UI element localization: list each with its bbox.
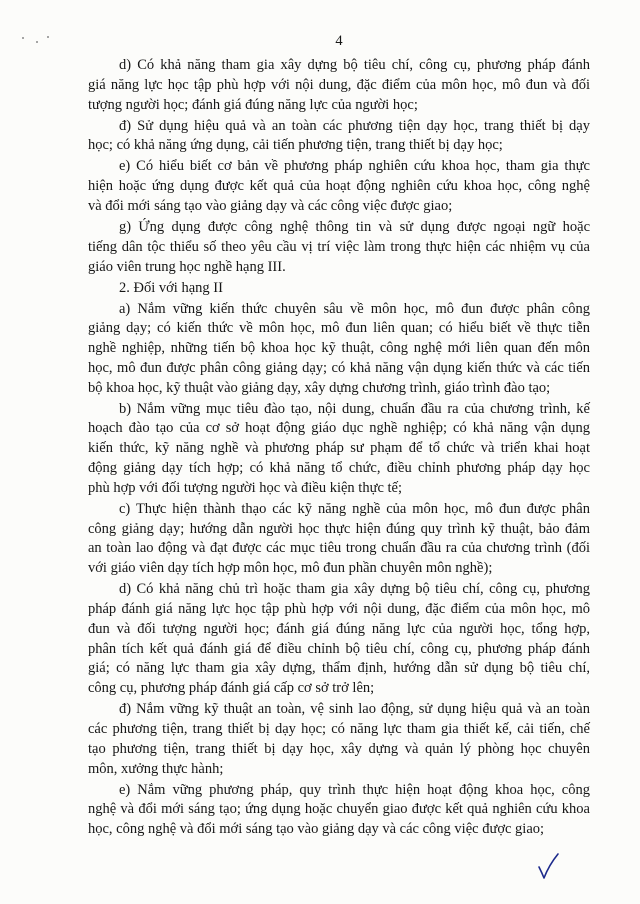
text-line: pháp đánh giá năng lực học tập phù hợp với nội dung, đặc điểm của môn học, mô	[88, 601, 590, 618]
text-line: d) Có khả năng tham gia xây dựng bộ tiêu chí, công cụ, phương pháp đánh	[119, 57, 590, 73]
text-line: học, công nghệ và đổi mới sáng tạo vào giảng dạy và các công việc được giao;	[88, 821, 545, 838]
checkmark-icon	[530, 846, 570, 886]
list-item-dd	[88, 117, 590, 157]
text-line: giá; có năng lực tham gia xây dựng, thẩm định, hướng dẫn sử dụng bộ tiêu chí,	[88, 660, 590, 677]
text-line: hiện hoặc ứng dụng được kết quả của hoạt động nghiên cứu khoa học, công nghệ	[88, 178, 590, 195]
text-line: công cụ, phương pháp đánh giá cấp cơ sở trở lên;	[88, 680, 375, 697]
section-heading	[88, 279, 590, 299]
list-item-g	[88, 218, 590, 277]
text-line: giáo viên trung học nghề hạng III.	[88, 258, 286, 275]
list-item-e	[88, 781, 590, 840]
scan-speck	[22, 37, 24, 39]
text-line: giá năng lực học tập phù hợp với nội dung, đặc điểm của môn học, mô đun và đối	[88, 76, 590, 93]
text-line: kiến thức, kỹ năng nghề và phương pháp sư phạm để tổ chức và triển khai hoạt	[88, 440, 590, 457]
document-body	[88, 56, 590, 840]
text-line: phù hợp với đối tượng người học và điều kiện thực tế;	[88, 479, 402, 496]
page-number: 4	[335, 33, 343, 49]
list-item-a	[88, 300, 590, 399]
scan-speck	[47, 36, 49, 38]
text-line: động giảng dạy tích hợp; có khả năng tổ chức, điều chỉnh phương pháp dạy học	[88, 460, 590, 477]
text-line: đ) Nắm vững kỹ thuật an toàn, vệ sinh lao động, sử dụng hiệu quả và an toàn	[119, 701, 590, 718]
section-heading-text: 2. Đối với hạng II	[119, 279, 223, 296]
text-line: e) Nắm vững phương pháp, quy trình thực hiện hoạt động khoa học, công	[119, 781, 590, 798]
list-item-c	[88, 500, 590, 579]
list-item-e	[88, 157, 590, 216]
text-line: an toàn lao động và đạt được các mục tiêu trong chuẩn đầu ra của chương trình (đối	[88, 540, 590, 557]
text-line: học; có khả năng ứng dụng, cải tiến phương tiện, trang thiết bị dạy học;	[88, 137, 503, 154]
text-line: môn, xưởng thực hành;	[88, 760, 224, 777]
list-item-d	[88, 580, 590, 699]
text-line: a) Nắm vững kiến thức chuyên sâu về môn học, mô đun được phân công	[119, 300, 590, 317]
text-line: g) Ứng dụng được công nghệ thông tin và sử dụng được ngoại ngữ hoặc	[119, 218, 590, 235]
text-line: hoạch đào tạo của cơ sở hoạt động giáo dục nghề nghiệp; có khả năng vận dụng	[88, 420, 590, 437]
text-line: nghề nghiệp, những tiến bộ khoa học kỹ thuật, công nghệ mới liên quan đến môn	[88, 340, 590, 357]
text-line: tượng người học; đánh giá đúng năng lực của người học;	[88, 96, 418, 113]
text-line: c) Thực hiện thành thạo các kỹ năng nghề của môn học, mô đun được phân	[119, 500, 590, 517]
text-line: đ) Sử dụng hiệu quả và an toàn các phương tiện dạy học, trang thiết bị dạy	[119, 117, 590, 134]
list-item-d	[88, 56, 590, 115]
text-line: với giáo viên dạy tích hợp môn học, mô đun phần chuyên môn nghề);	[88, 560, 493, 577]
text-line: các phương tiện, trang thiết bị dạy học; có năng lực tham gia thiết kế, cải tiến, chế	[88, 720, 590, 737]
text-line: b) Nắm vững mục tiêu đào tạo, nội dung, chuẩn đầu ra của chương trình, kế	[119, 400, 590, 417]
text-line: d) Có khả năng chủ trì hoặc tham gia xây dựng bộ tiêu chí, công cụ, phương	[119, 581, 590, 598]
text-line: phân tích kết quả đánh giá để điều chỉnh bộ tiêu chí, công cụ, phương pháp đánh	[88, 640, 590, 657]
text-line: và đổi mới sáng tạo vào giảng dạy và các công việc được giao;	[88, 197, 453, 214]
text-line: công giảng dạy; hướng dẫn người học thực hiện đúng quy trình kỹ thuật, bảo đảm	[88, 520, 590, 537]
text-line: học, mô đun được phân công giảng dạy; có khả năng vận dụng kiến thức và các tiến	[88, 359, 590, 376]
scan-speck	[36, 41, 38, 43]
text-line: e) Có hiểu biết cơ bản về phương pháp nghiên cứu khoa học, tham gia thực	[119, 158, 590, 175]
list-item-dd	[88, 700, 590, 779]
text-line: nghệ và đổi mới sáng tạo; ứng dụng hoặc chuyển giao được kết quả nghiên cứu khoa	[88, 801, 590, 818]
text-line: đun và đối tượng người học; đánh giá đúng năng lực của người học, tổng hợp,	[88, 620, 590, 637]
text-line: giảng dạy; có kiến thức về môn học, mô đun liên quan; có hiểu biết về thực tiễn	[88, 320, 590, 337]
list-item-b	[88, 400, 590, 499]
text-line: tiếng dân tộc thiểu số theo yêu cầu vị trí việc làm trong thực hiện các nhiệm vụ của	[88, 238, 590, 255]
text-line: tạo phương tiện, trang thiết bị dạy học, xây dựng và quản lý phòng học chuyên	[88, 740, 590, 757]
text-line: bộ khoa học, kỹ thuật vào giảng dạy, xây dựng chương trình, giáo trình đào tạo;	[88, 379, 551, 396]
